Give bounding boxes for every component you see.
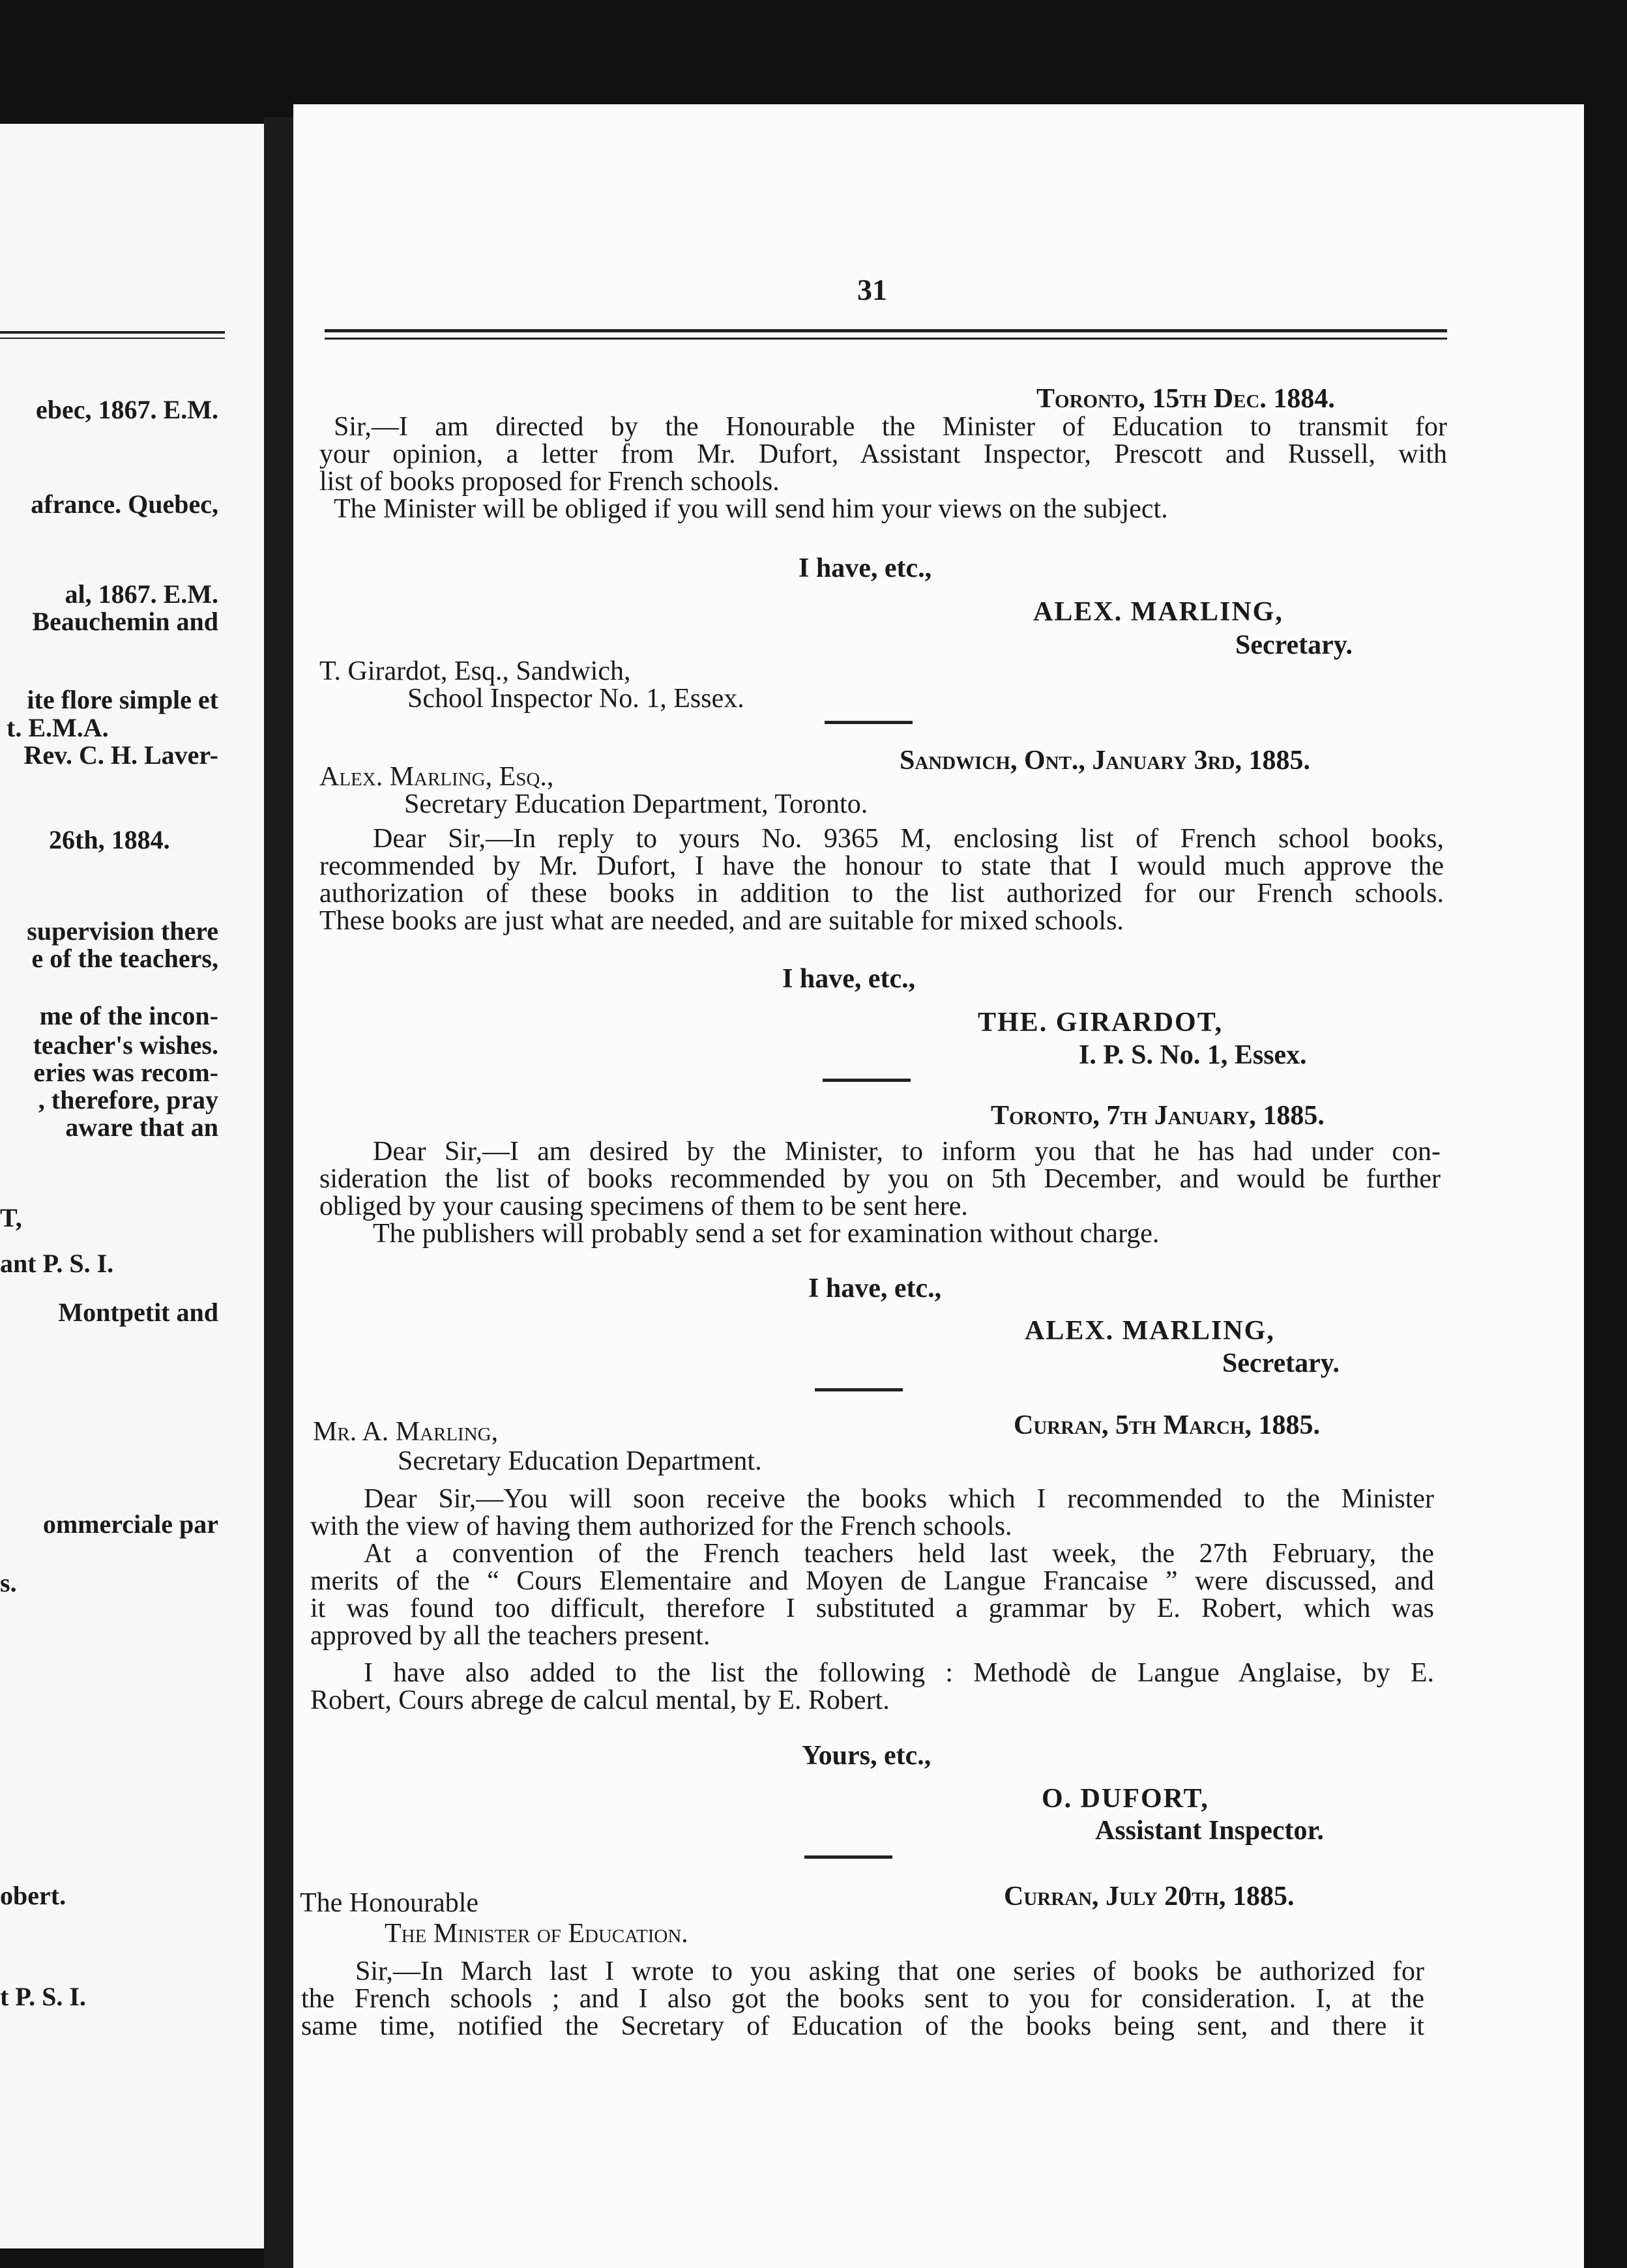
letter-separator — [823, 1079, 911, 1082]
letter-body-line: your opinion, a letter from Mr. Dufort, Assistant Inspector, Prescott and Russell, with — [319, 439, 1447, 469]
letter-addressee-line: The Honourable — [300, 1888, 479, 1918]
letter-closing: I have, etc., — [799, 553, 932, 583]
letter-body-line: Dear Sir,—In reply to yours No. 9365 M, enclosing list of French school books, — [373, 824, 1444, 854]
letter-signatory-title: I. P. S. No. 1, Essex. — [1079, 1040, 1307, 1070]
letter-body-line: I have also added to the list the following : Methodè de Langue Anglaise, by E. — [364, 1658, 1434, 1688]
left-text-fragment: Montpetit and — [58, 1298, 218, 1327]
letter-addressee-line: Secretary Education Department. — [398, 1446, 762, 1476]
left-text-fragment: ebec, 1867. E.M. — [36, 395, 218, 424]
letter-addressee-line: Secretary Education Department, Toronto. — [404, 789, 868, 819]
letter-body-line: the French schools ; and I also got the books sent to you for consideration. I, at the — [301, 1984, 1424, 2014]
letter-body-line: authorization of these books in addition to the list authorized for our French schools. — [319, 879, 1444, 909]
letter-body-line: These books are just what are needed, and are suitable for mixed schools. — [319, 906, 1124, 936]
letter-body-line: Sir,—I am directed by the Honourable the Minister of Education to transmit for — [334, 412, 1447, 442]
header-rule — [325, 329, 1447, 332]
left-text-fragment: Rev. C. H. Laver- — [23, 740, 218, 770]
letter-signature: O. DUFORT, — [1042, 1784, 1209, 1814]
left-text-fragment: e of the teachers, — [31, 944, 218, 973]
letter-separator — [815, 1388, 903, 1391]
letter-body-line: At a convention of the French teachers held last week, the 27th February, the — [364, 1539, 1434, 1569]
left-text-fragment: t. E.M.A. — [7, 713, 109, 742]
letter-body-line: Dear Sir,—You will soon receive the books which I recommended to the Minister — [364, 1484, 1434, 1514]
letter-signature: THE. GIRARDOT, — [978, 1008, 1224, 1038]
letter-body-line: with the view of having them authorized for the French schools. — [310, 1511, 1012, 1541]
letter-body-line: Sir,—In March last I wrote to you asking that one series of books be authorized for — [355, 1956, 1424, 1986]
letter-signature: ALEX. MARLING, — [1025, 1316, 1275, 1346]
left-text-fragment: me of the incon- — [39, 1001, 218, 1030]
letter-date: Toronto, 15th Dec. 1884. — [1036, 384, 1335, 414]
letter-closing: I have, etc., — [782, 964, 916, 994]
left-text-fragment: Beauchemin and — [32, 607, 218, 636]
left-text-fragment: al, 1867. E.M. — [65, 579, 218, 609]
left-text-fragment: , therefore, pray — [38, 1085, 218, 1114]
letter-addressee-line: T. Girardot, Esq., Sandwich, — [319, 656, 631, 686]
left-text-fragment: eries was recom- — [33, 1058, 218, 1087]
left-text-fragment: teacher's wishes. — [33, 1030, 218, 1060]
left-text-fragment: obert. — [0, 1881, 66, 1910]
letter-closing: I have, etc., — [808, 1273, 942, 1303]
letter-body-line: Dear Sir,—I am desired by the Minister, to inform you that he has had under con- — [373, 1137, 1441, 1167]
letter-signatory-title: Secretary. — [1235, 630, 1353, 660]
right-page — [293, 104, 1584, 2268]
letter-date: Curran, July 20th, 1885. — [1004, 1882, 1295, 1912]
letter-body-line: list of books proposed for French schools. — [319, 467, 780, 497]
letter-signatory-title: Assistant Inspector. — [1095, 1816, 1324, 1846]
letter-body-line: merits of the “ Cours Elementaire and Moyen de Langue Francaise ” were discussed, and — [310, 1566, 1434, 1596]
letter-addressee-line: School Inspector No. 1, Essex. — [407, 684, 744, 714]
left-page-rule — [0, 338, 225, 339]
letter-body-line: approved by all the teachers present. — [310, 1621, 711, 1651]
left-page — [0, 124, 268, 2248]
letter-body-line: Robert, Cours abrege de calcul mental, by E. Robert. — [310, 1685, 890, 1715]
book-gutter — [264, 117, 293, 2268]
left-text-fragment: afrance. Quebec, — [31, 489, 218, 519]
letter-addressee-line: The Minister of Education. — [385, 1919, 688, 1949]
letter-body-line: sideration the list of books recommended by you on 5th December, and would be further — [319, 1164, 1441, 1194]
letter-closing: Yours, etc., — [802, 1741, 931, 1771]
left-text-fragment: supervision there — [27, 916, 218, 946]
letter-body-line: recommended by Mr. Dufort, I have the honour to state that I would much approve the — [319, 851, 1444, 881]
page-corner — [1499, 104, 1584, 274]
letter-date: Toronto, 7th January, 1885. — [991, 1101, 1325, 1131]
left-text-fragment: ommerciale par — [42, 1509, 218, 1539]
left-text-fragment: 26th, 1884. — [49, 825, 170, 854]
left-text-fragment: T, — [0, 1203, 22, 1232]
left-text-fragment: ant P. S. I. — [0, 1249, 114, 1278]
letter-body-line: it was found too difficult, therefore I substituted a grammar by E. Robert, which was — [310, 1593, 1434, 1623]
letter-separator — [804, 1855, 892, 1859]
letter-signatory-title: Secretary. — [1222, 1348, 1340, 1378]
page-number: 31 — [857, 273, 887, 306]
left-text-fragment: t P. S. I. — [0, 1982, 86, 2011]
letter-body-line: obliged by your causing specimens of them to be sent here. — [319, 1191, 968, 1221]
letter-signature: ALEX. MARLING, — [1033, 597, 1283, 627]
letter-addressee-line: Mr. A. Marling, — [313, 1417, 499, 1447]
letter-body-line: same time, notified the Secretary of Education of the books being sent, and there it — [301, 2011, 1424, 2041]
letter-body-line: The publishers will probably send a set for examination without charge. — [373, 1219, 1160, 1249]
left-text-fragment: s. — [0, 1568, 17, 1597]
left-text-fragment: aware that an — [65, 1112, 218, 1142]
left-page-rule — [0, 331, 225, 334]
header-rule — [325, 338, 1447, 340]
letter-date: Sandwich, Ont., January 3rd, 1885. — [900, 746, 1310, 776]
letter-date: Curran, 5th March, 1885. — [1014, 1410, 1320, 1440]
left-text-fragment: ite flore simple et — [27, 685, 218, 714]
letter-body-line: The Minister will be obliged if you will send him your views on the subject. — [334, 494, 1168, 524]
letter-addressee-line: Alex. Marling, Esq., — [319, 762, 554, 792]
letter-separator — [825, 721, 913, 724]
